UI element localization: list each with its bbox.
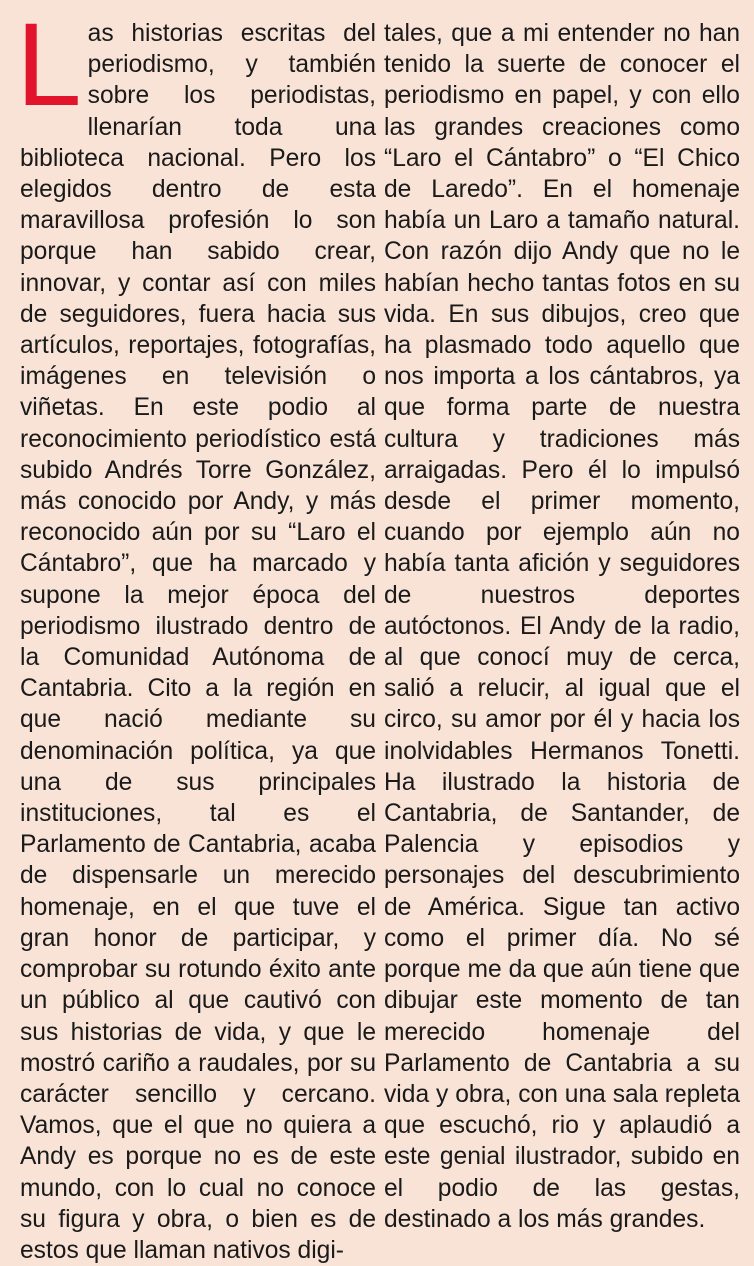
article-column-2 bbox=[384, 18, 740, 1233]
column-2-text: tales, que a mi entender no han tenido la suerte de conocer el periodismo en papel, y con ello las grandes creaciones como “Laro el Cántabro” o “El Chico de Laredo”. En el homenaje había un Laro a tamaño natural. Con razón dijo Andy que no le habían hecho tantas fotos en su vida. En sus dibujos, creo que ha plasmado todo aquello que nos importa a los cántabros, ya que forma parte de nuestra cultura y tradiciones más arraigadas. Pero él lo impulsó desde el primer momento, cuando por ejemplo aún no había tanta afición y seguidores de nuestros deportes autóctonos. El Andy de la radio, al que conocí muy de cerca, salió a relucir, al igual que el circo, su amor por él y hacia los inolvidables Hermanos Tonetti. Ha ilustrado la historia de Cantabria, de Santander, de Palencia y episodios y personajes del descubrimiento de América. Sigue tan activo como el primer día. No sé porque me da que aún tiene que dibujar este momento de tan merecido homenaje del Parlamento de Cantabria a su vida y obra, con una sala repleta que escuchó, rio y aplaudió a este genial ilustrador, subido en el podio de las gestas, destinado a los más grandes. bbox=[384, 20, 740, 1233]
article-columns bbox=[16, 0, 740, 1264]
drop-cap: L bbox=[16, 0, 82, 131]
column-1-text: as historias escritas del periodismo, y también sobre los periodistas, llenarían toda una biblioteca nacional. Pero los elegidos dentro de esta maravillosa profesión lo son porque han sabido crear, innovar, y contar así con miles de seguidores, fuera hacia sus artículos, reportajes, fotografías, imágenes en televisión o viñetas. En este podio al reconocimiento periodístico está subido Andrés Torre González, más conocido por Andy, y más reconocido aún por su “Laro el Cántabro”, que ha marcado y supone la mejor época del periodismo ilustrado dentro de la Comunidad Autónoma de Cantabria. Cito a la región en que nació mediante su denominación política, ya que una de sus principales instituciones, tal es el Parlamento de Cantabria, acaba de dispensarle un merecido homenaje, en el que tuve el gran honor de participar, y comprobar su rotundo éxito ante un público al que cautivó con sus historias de vida, y que le mostró cariño a raudales, por su carácter sencillo y cercano. Vamos, que el que no quiera a Andy es porque no es de este mundo, con lo cual no conoce su figura y obra, o bien es de estos que llaman nativos digi- bbox=[20, 20, 376, 1264]
article-column-1 bbox=[16, 0, 376, 1264]
